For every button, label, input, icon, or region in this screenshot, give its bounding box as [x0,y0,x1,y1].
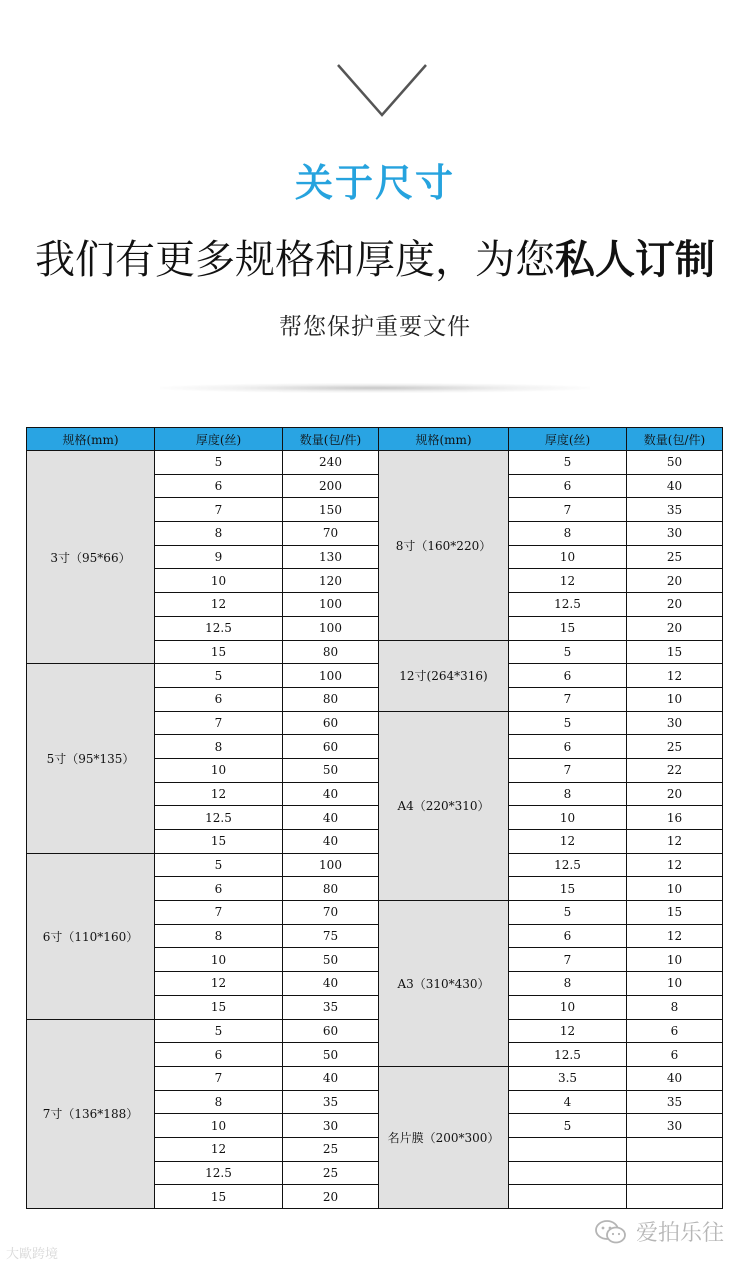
quantity-cell-right [627,1185,723,1209]
size-cell-left: 7寸（136*188） [27,1019,155,1209]
quantity-cell-left: 50 [283,948,379,972]
quantity-cell-left: 130 [283,545,379,569]
quantity-cell-right: 22 [627,758,723,782]
thickness-cell-left: 7 [155,901,283,925]
quantity-cell-left: 40 [283,806,379,830]
quantity-cell-right: 15 [627,901,723,925]
thickness-cell-left: 15 [155,640,283,664]
quantity-cell-right: 12 [627,924,723,948]
quantity-cell-left: 30 [283,1114,379,1138]
quantity-cell-right: 35 [627,498,723,522]
quantity-cell-left: 240 [283,451,379,475]
thickness-cell-right: 7 [509,498,627,522]
headline-bold: 私人订制 [555,237,715,283]
quantity-cell-left: 40 [283,830,379,854]
quantity-cell-right: 20 [627,569,723,593]
quantity-cell-right: 8 [627,995,723,1019]
thickness-cell-right: 5 [509,451,627,475]
thickness-cell-left: 15 [155,995,283,1019]
thickness-cell-right [509,1161,627,1185]
page-title: 关于尺寸 [294,161,455,205]
thickness-cell-left: 6 [155,474,283,498]
quantity-cell-right: 50 [627,451,723,475]
watermark-left-text: 大歐跨境 [6,1247,59,1262]
quantity-cell-right: 30 [627,1114,723,1138]
thickness-cell-left: 8 [155,924,283,948]
size-cell-right: 名片膜（200*300） [379,1066,509,1208]
size-cell-right: 12寸(264*316) [379,640,509,711]
quantity-cell-left: 70 [283,901,379,925]
thickness-cell-left: 12 [155,972,283,996]
headline [0,228,750,285]
size-cell-right: 8寸（160*220） [379,451,509,641]
thickness-cell-right [509,1137,627,1161]
thickness-cell-right: 5 [509,640,627,664]
quantity-cell-right: 20 [627,593,723,617]
quantity-cell-left: 70 [283,522,379,546]
quantity-cell-right: 10 [627,687,723,711]
thickness-cell-right: 6 [509,474,627,498]
quantity-cell-right: 30 [627,711,723,735]
quantity-cell-right: 6 [627,1019,723,1043]
quantity-cell-left: 40 [283,782,379,806]
quantity-cell-right: 30 [627,522,723,546]
thickness-cell-left: 7 [155,711,283,735]
quantity-cell-right: 12 [627,853,723,877]
quantity-cell-left: 60 [283,711,379,735]
quantity-cell-left: 150 [283,498,379,522]
thickness-cell-right: 8 [509,522,627,546]
size-cell-right: A3（310*430） [379,901,509,1067]
thickness-cell-left: 10 [155,569,283,593]
table-row [27,1019,723,1043]
header-thickness-right: 厚度(丝) [509,428,627,451]
quantity-cell-left: 100 [283,593,379,617]
thickness-cell-right: 12.5 [509,853,627,877]
thickness-cell-right: 12 [509,569,627,593]
thickness-cell-right: 8 [509,782,627,806]
quantity-cell-right: 16 [627,806,723,830]
chevron-down-icon [335,62,429,120]
thickness-cell-left: 6 [155,877,283,901]
thickness-cell-left: 15 [155,1185,283,1209]
thickness-cell-left: 8 [155,1090,283,1114]
thickness-cell-left: 10 [155,948,283,972]
header-quantity-left: 数量(包/件) [283,428,379,451]
thickness-cell-right: 4 [509,1090,627,1114]
quantity-cell-right: 12 [627,830,723,854]
watermark-right [594,1216,724,1247]
thickness-cell-left: 5 [155,1019,283,1043]
thickness-cell-left: 6 [155,687,283,711]
thickness-cell-left: 7 [155,1066,283,1090]
header-thickness-left: 厚度(丝) [155,428,283,451]
quantity-cell-left: 50 [283,758,379,782]
header-size-left: 规格(mm) [27,428,155,451]
size-cell-left: 5寸（95*135） [27,664,155,854]
thickness-cell-right: 12.5 [509,593,627,617]
thickness-cell-left: 9 [155,545,283,569]
quantity-cell-left: 80 [283,877,379,901]
thickness-cell-right: 5 [509,901,627,925]
quantity-cell-left: 35 [283,1090,379,1114]
quantity-cell-left: 60 [283,1019,379,1043]
thickness-cell-right: 7 [509,687,627,711]
quantity-cell-left: 25 [283,1137,379,1161]
header-quantity-right: 数量(包/件) [627,428,723,451]
quantity-cell-left: 75 [283,924,379,948]
quantity-cell-left: 50 [283,1043,379,1067]
quantity-cell-left: 100 [283,616,379,640]
quantity-cell-left: 40 [283,1066,379,1090]
quantity-cell-left: 20 [283,1185,379,1209]
thickness-cell-right: 6 [509,664,627,688]
quantity-cell-left: 100 [283,853,379,877]
thickness-cell-right: 7 [509,758,627,782]
quantity-cell-right: 12 [627,664,723,688]
thickness-cell-left: 12 [155,1137,283,1161]
thickness-cell-right: 5 [509,711,627,735]
thickness-cell-left: 5 [155,451,283,475]
quantity-cell-left: 35 [283,995,379,1019]
thickness-cell-left: 7 [155,498,283,522]
quantity-cell-left: 100 [283,664,379,688]
quantity-cell-right: 25 [627,545,723,569]
quantity-cell-right: 20 [627,616,723,640]
quantity-cell-right [627,1161,723,1185]
thickness-cell-left: 12.5 [155,616,283,640]
watermark-right-text: 爱拍乐往 [635,1221,724,1246]
quantity-cell-right: 6 [627,1043,723,1067]
subtitle: 帮您保护重要文件 [279,314,471,340]
quantity-cell-left: 25 [283,1161,379,1185]
thickness-cell-left: 12 [155,782,283,806]
watermark-left [6,1243,58,1262]
thickness-cell-right: 5 [509,1114,627,1138]
thickness-cell-left: 12.5 [155,1161,283,1185]
thickness-cell-right: 12.5 [509,1043,627,1067]
thickness-cell-right [509,1185,627,1209]
thickness-cell-right: 15 [509,616,627,640]
thickness-cell-right: 15 [509,877,627,901]
thickness-cell-right: 10 [509,995,627,1019]
quantity-cell-left: 200 [283,474,379,498]
table-header-row [27,428,723,451]
thickness-cell-left: 8 [155,735,283,759]
thickness-cell-left: 5 [155,664,283,688]
thickness-cell-right: 7 [509,948,627,972]
quantity-cell-right: 15 [627,640,723,664]
thickness-cell-right: 6 [509,924,627,948]
size-cell-left: 3寸（95*66） [27,451,155,664]
thickness-cell-left: 10 [155,758,283,782]
divider-shadow [160,383,590,393]
thickness-cell-right: 3.5 [509,1066,627,1090]
quantity-cell-left: 120 [283,569,379,593]
wechat-icon [594,1219,628,1245]
quantity-cell-right: 10 [627,948,723,972]
quantity-cell-right [627,1137,723,1161]
spec-table [26,427,723,1209]
thickness-cell-right: 6 [509,735,627,759]
quantity-cell-right: 25 [627,735,723,759]
thickness-cell-left: 12 [155,593,283,617]
quantity-cell-left: 60 [283,735,379,759]
thickness-cell-right: 10 [509,806,627,830]
thickness-cell-left: 10 [155,1114,283,1138]
thickness-cell-left: 8 [155,522,283,546]
quantity-cell-right: 40 [627,474,723,498]
thickness-cell-right: 8 [509,972,627,996]
size-cell-right: A4（220*310） [379,711,509,901]
quantity-cell-left: 80 [283,687,379,711]
thickness-cell-left: 15 [155,830,283,854]
thickness-cell-left: 6 [155,1043,283,1067]
quantity-cell-right: 20 [627,782,723,806]
thickness-cell-right: 12 [509,1019,627,1043]
quantity-cell-right: 10 [627,877,723,901]
header-size-right: 规格(mm) [379,428,509,451]
quantity-cell-right: 10 [627,972,723,996]
quantity-cell-right: 40 [627,1066,723,1090]
size-cell-left: 6寸（110*160） [27,853,155,1019]
thickness-cell-right: 10 [509,545,627,569]
thickness-cell-right: 12 [509,830,627,854]
quantity-cell-left: 40 [283,972,379,996]
table-row [27,451,723,475]
quantity-cell-left: 80 [283,640,379,664]
thickness-cell-left: 5 [155,853,283,877]
table-row [27,853,723,877]
table-row [27,664,723,688]
headline-regular: 我们有更多规格和厚度，为您 [35,237,555,283]
quantity-cell-right: 35 [627,1090,723,1114]
thickness-cell-left: 12.5 [155,806,283,830]
